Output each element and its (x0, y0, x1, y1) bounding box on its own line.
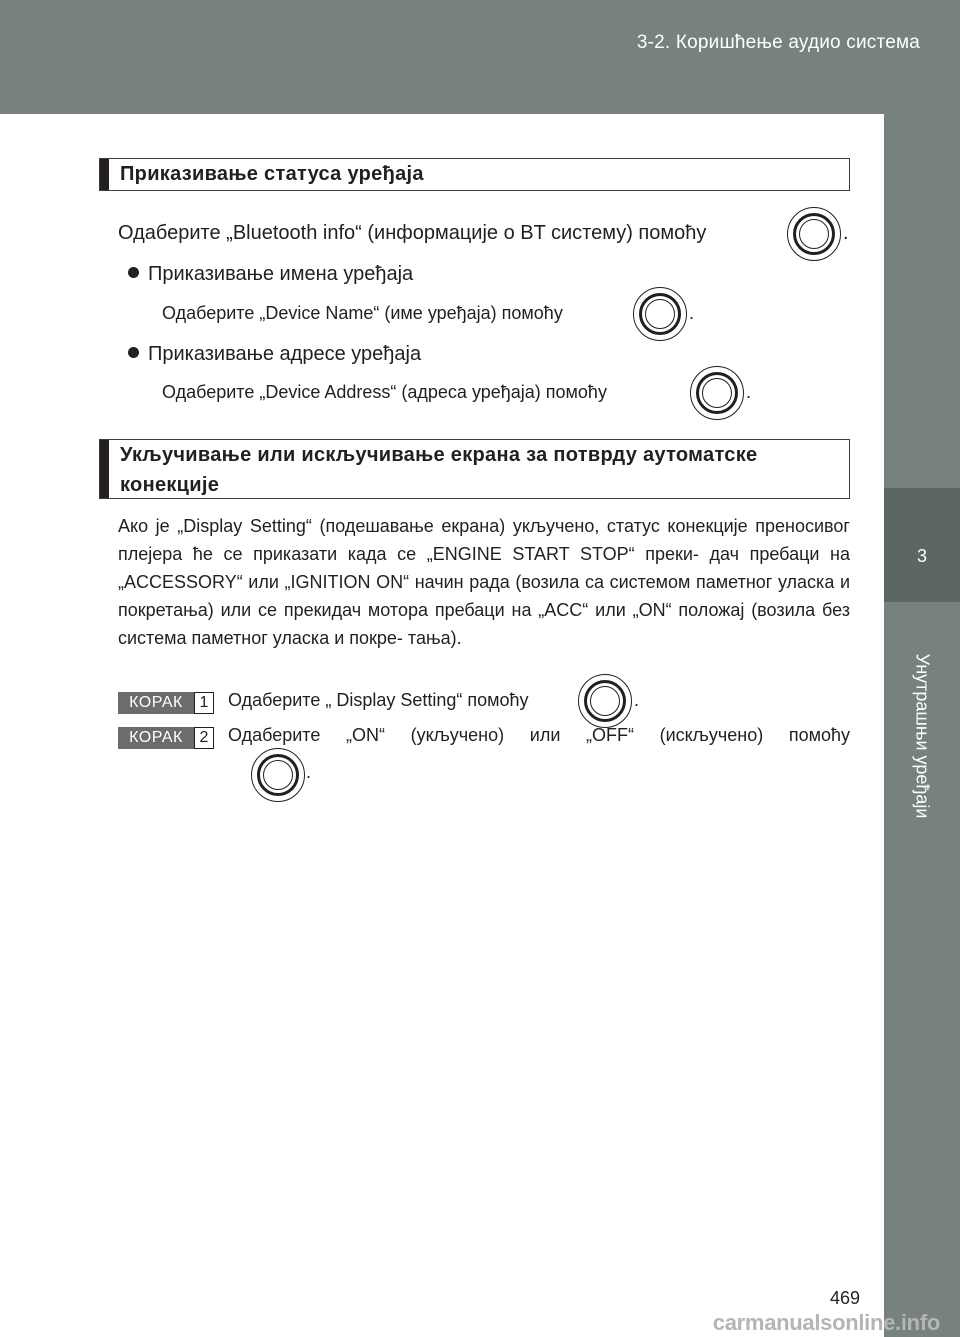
watermark: carmanualsonline.info (712, 1310, 940, 1335)
intro-text: Одаберите „Bluetooth info“ (информације о BT систему) помоћу (118, 222, 707, 244)
intro-line (118, 222, 706, 245)
side-tab-highlight (884, 488, 960, 602)
bullet-icon (128, 267, 139, 278)
step-label: КОРАК (118, 727, 194, 749)
list-item-device-name-title (128, 263, 413, 286)
step-2-text: Одаберите „ON“ (укључено) или „OFF“ (искључено) помоћу (228, 725, 850, 745)
period: . (689, 303, 695, 323)
header-band (0, 0, 960, 114)
item-text: Одаберите „Device Address“ (адреса уређаја) помоћу (162, 382, 607, 402)
bullet-icon (128, 347, 139, 358)
step-badge-2 (118, 727, 214, 749)
tune-knob-icon (578, 674, 632, 728)
list-item-device-address-text (162, 382, 607, 403)
section-heading-device-status (99, 158, 850, 191)
side-tab-label: Унутрашњи уређаји (912, 653, 933, 819)
section-heading-auto-connect (99, 439, 850, 499)
step-badge-1 (118, 692, 214, 714)
list-item-device-name-text (162, 303, 563, 324)
auto-connect-description: Ако је „Display Setting“ (подешавање екрана) укључено, статус конекције преносивог плејера ће се приказати када се „ENGINE START STOP“ преки- дач пребаци на „ACCESSORY“ или „IGNITION ON“ начин рада (возила са системом паметног уласка и покретања) или се прекидач мотора пребаци на „ACC“ или „ON“ положај (возила без система паметног уласка и покре- тања). (118, 516, 850, 648)
tune-knob-icon (633, 287, 687, 341)
step-number: 1 (194, 692, 214, 714)
period: . (306, 762, 312, 782)
list-item-device-address-title (128, 343, 421, 366)
period: . (634, 690, 640, 710)
period: . (746, 382, 752, 402)
item-text: Одаберите „Device Name“ (име уређаја) помоћу (162, 303, 563, 323)
tune-knob-icon (251, 748, 305, 802)
side-tab-number: 3 (916, 546, 927, 566)
item-title: Приказивање адресе уређаја (148, 343, 422, 365)
tune-knob-icon (690, 366, 744, 420)
chapter-title: 3-2. Коришћење аудио система (636, 32, 920, 53)
section-heading-line1: Укључивање или искључивање екрана за потврду аутоматске (120, 444, 758, 466)
item-title: Приказивање имена уређаја (148, 263, 414, 285)
tune-knob-icon (787, 207, 841, 261)
step-1-text: Одаберите „ Display Setting“ помоћу (228, 690, 529, 710)
step-label: КОРАК (118, 692, 194, 714)
section-heading-text: Приказивање статуса уређаја (120, 163, 424, 185)
step-number: 2 (194, 727, 214, 749)
page-number: 469 (830, 1288, 861, 1308)
period: . (843, 222, 849, 244)
section-heading-line2: конекције (120, 474, 220, 496)
